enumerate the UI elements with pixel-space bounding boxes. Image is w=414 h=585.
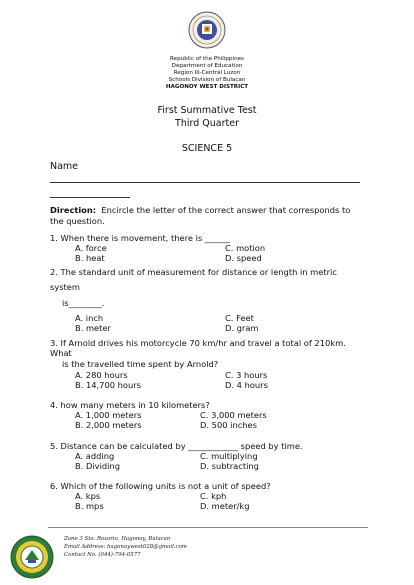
q4-option-c: C. 3,000 meters (200, 410, 267, 420)
direction-label: Direction: (50, 205, 97, 215)
q6-option-c: C. kph (200, 491, 227, 501)
q1-option-a: A. force (75, 243, 107, 253)
q5-option-d: D. subtracting (200, 461, 259, 471)
q6-option-d: D. meter/kg (200, 501, 250, 511)
q1-option-d: D. speed (225, 253, 262, 263)
question-1: 1. When there is movement, there is ______ (50, 233, 230, 243)
subject-title: SCIENCE 5 (181, 143, 233, 154)
question-3-cont-2: is the travelled time spent by Arnold? (62, 359, 219, 369)
question-3: 3. If Arnold drives his motorcycle 70 km/hr and travel a total of 210km. (50, 338, 346, 348)
q5-option-c: C. multiplying (200, 451, 258, 461)
q1-option-c: C. motion (225, 243, 266, 253)
q3-option-a: A. 280 hours (75, 370, 128, 380)
q3-option-c: C. 3 hours (225, 370, 268, 380)
header-line-3: Region III-Central Luzon (173, 70, 241, 76)
name-label: Name (50, 161, 79, 172)
question-4: 4. how many meters in 10 kilometers? (50, 400, 210, 410)
question-3-cont: What (50, 348, 72, 358)
direction-text-2: the question. (50, 216, 105, 226)
q5-option-a: A. adding (75, 451, 115, 461)
q4-option-d: D. 500 inches (200, 420, 257, 430)
footer-address: Zone 3 Sto. Rosario, Hagonoy, Bulacan (64, 536, 171, 542)
q3-option-b: B. 14,700 hours (75, 380, 141, 390)
q2-option-b: B. meter (75, 323, 111, 333)
direction-text: Encircle the letter of the correct answer that corresponds to (101, 205, 351, 215)
question-5: 5. Distance can be calculated by ____________ speed by time. (50, 441, 303, 451)
name-line-continued (50, 197, 130, 198)
header-line-4: Schools Division of Bulacan (168, 77, 246, 83)
school-logo (10, 535, 54, 579)
question-2-cont: system (50, 282, 80, 292)
footer-contact: Contact No. (044)-794-0577 (64, 552, 141, 558)
header-line-2: Department of Education (171, 63, 243, 69)
question-6: 6. Which of the following units is not a unit of speed? (50, 481, 271, 491)
header-line-1: Republic of the Philippines (170, 56, 244, 62)
name-line (50, 182, 360, 183)
q2-option-a: A. inch (75, 313, 104, 323)
q6-option-b: B. mps (75, 501, 104, 511)
quarter-title: Third Quarter (175, 118, 239, 129)
question-2: 2. The standard unit of measurement for distance or length in metric (50, 267, 337, 277)
q4-option-b: B. 2,000 meters (75, 420, 142, 430)
deped-seal-logo (188, 11, 226, 49)
test-title: First Summative Test (157, 105, 257, 116)
q2-option-d: D. gram (225, 323, 259, 333)
question-2-blank: is________. (62, 298, 105, 308)
footer-email: Email Address: hagonoywest028@gmail.com (64, 544, 187, 550)
header-district: HAGONOY WEST DISTRICT (165, 84, 249, 90)
q6-option-a: A. kps (75, 491, 101, 501)
q5-option-b: B. Dividing (75, 461, 120, 471)
q2-option-c: C. Feet (225, 313, 254, 323)
q4-option-a: A. 1,000 meters (75, 410, 142, 420)
q1-option-b: B. heat (75, 253, 105, 263)
footer-divider (48, 527, 368, 528)
q3-option-d: D. 4 hours (225, 380, 268, 390)
